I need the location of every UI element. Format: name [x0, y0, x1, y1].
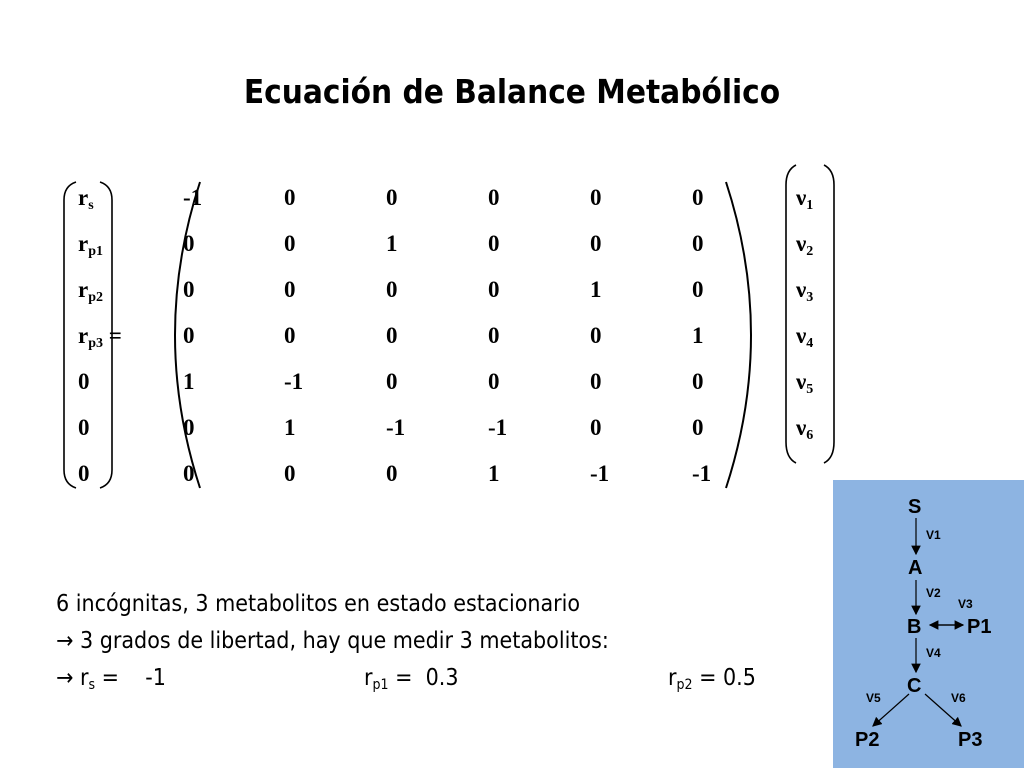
lhs-item	[78, 415, 90, 444]
rp1-rest: = 0.3	[388, 665, 459, 691]
rp2-value	[668, 660, 756, 704]
nu-sub: 3	[806, 290, 814, 305]
nu-item	[796, 231, 813, 260]
matrix-cell: 1	[692, 323, 704, 348]
matrix-cell: 0	[284, 277, 296, 302]
rs-base: r	[80, 665, 89, 691]
lhs-item	[78, 185, 94, 214]
nu-base: ν	[796, 369, 807, 394]
matrix-cell: 0	[488, 369, 500, 394]
node-s: S	[908, 496, 922, 518]
matrix-cell: 0	[183, 231, 195, 256]
matrix-cell: 1	[590, 277, 602, 302]
matrix-cell: 0	[386, 277, 398, 302]
nu-base: ν	[796, 323, 807, 348]
label-v1: V1	[926, 528, 941, 542]
node-p1: P1	[967, 616, 992, 638]
matrix-cell: -1	[183, 185, 203, 210]
lhs-item	[78, 323, 122, 352]
matrix-cell: 0	[183, 277, 195, 302]
lhs-item	[78, 461, 90, 490]
matrix-cell: 1	[183, 369, 195, 394]
lhs-sub: p1	[88, 244, 104, 259]
node-a: A	[908, 557, 923, 579]
lhs-suffix: =	[103, 323, 122, 348]
lhs-base: r	[78, 277, 89, 302]
rp2-sub: p2	[676, 677, 693, 693]
node-p2: P2	[855, 729, 880, 751]
nu-base: ν	[796, 231, 807, 256]
lhs-sub: p2	[88, 290, 104, 305]
nu-sub: 5	[806, 382, 814, 397]
lhs-item	[78, 231, 103, 260]
matrix-cell: -1	[692, 461, 712, 486]
nu-item	[796, 369, 813, 398]
matrix-cell: 0	[183, 461, 195, 486]
matrix-cell: 0	[488, 277, 500, 302]
nu-item	[796, 323, 813, 352]
explanation-line-2-text: 3 grados de libertad, hay que medir 3 metabolitos:	[80, 628, 609, 654]
rs-value	[56, 660, 166, 704]
matrix-cell: 0	[183, 415, 195, 440]
matrix-cell: 0	[692, 369, 704, 394]
lhs-sub: s	[88, 198, 94, 213]
rp1-base: r	[364, 665, 373, 691]
matrix-cell: -1	[590, 461, 610, 486]
matrix-cell: 0	[386, 323, 398, 348]
rp2-base: r	[668, 665, 677, 691]
matrix-cell: 0	[692, 231, 704, 256]
nu-right-bracket	[824, 165, 834, 463]
matrix-cell: 0	[284, 461, 296, 486]
matrix-cell: 0	[284, 231, 296, 256]
lhs-base: 0	[78, 369, 90, 394]
nu-base: ν	[796, 277, 807, 302]
lhs-item	[78, 369, 90, 398]
nu-sub: 6	[806, 428, 814, 443]
rp1-value	[364, 660, 458, 704]
matrix-cell: 0	[590, 415, 602, 440]
lhs-base: 0	[78, 461, 90, 486]
label-v3: V3	[958, 597, 973, 611]
matrix-cell: 0	[488, 231, 500, 256]
matrix-cell: 0	[590, 369, 602, 394]
nu-sub: 2	[806, 244, 814, 259]
rs-rest: = -1	[95, 665, 166, 691]
matrix-cell: 0	[692, 185, 704, 210]
matrix-cell: 0	[590, 185, 602, 210]
matrix-cell: 1	[488, 461, 500, 486]
matrix-cell: 0	[488, 323, 500, 348]
nu-left-bracket	[786, 165, 796, 463]
label-v6: V6	[951, 691, 966, 705]
nu-sub: 1	[806, 198, 814, 213]
nu-item	[796, 277, 813, 306]
arrow-right-icon: →	[56, 665, 74, 691]
matrix-cell: -1	[386, 415, 406, 440]
label-v5: V5	[866, 691, 881, 705]
lhs-base: r	[78, 231, 89, 256]
arrow-right-icon: →	[56, 628, 74, 654]
nu-item	[796, 185, 813, 214]
matrix-cell: 1	[284, 415, 296, 440]
node-p3: P3	[958, 729, 983, 751]
lhs-sub: p3	[88, 336, 104, 351]
matrix-cell: 0	[590, 231, 602, 256]
node-c: C	[907, 675, 922, 697]
matrix-cell: 0	[692, 415, 704, 440]
matrix-cell: 0	[284, 185, 296, 210]
matrix-cell: 0	[692, 277, 704, 302]
nu-base: ν	[796, 415, 807, 440]
pathway-diagram	[833, 480, 1024, 768]
lhs-left-bracket	[64, 182, 76, 488]
matrix-cell: 0	[488, 185, 500, 210]
label-v2: V2	[926, 586, 941, 600]
explanation-line-2	[56, 623, 609, 660]
matrix-cell: 0	[183, 323, 195, 348]
nu-base: ν	[796, 185, 807, 210]
label-v4: V4	[926, 646, 941, 660]
matrix-cell: 1	[386, 231, 398, 256]
rp1-sub: p1	[372, 677, 389, 693]
explanation-line-1: 6 incógnitas, 3 metabolitos en estado estacionario	[56, 591, 581, 617]
lhs-base: r	[78, 185, 89, 210]
matrix-cell: 0	[386, 369, 398, 394]
explanation-line-3	[56, 660, 756, 697]
lhs-item	[78, 277, 103, 306]
matrix-cell: -1	[488, 415, 508, 440]
matrix-cell: 0	[386, 185, 398, 210]
slide-title: Ecuación de Balance Metabólico	[243, 72, 781, 111]
nu-sub: 4	[806, 336, 814, 351]
matrix-cell: 0	[386, 461, 398, 486]
node-b: B	[907, 616, 922, 638]
rs-sub: s	[88, 677, 96, 693]
matrix-right-paren	[726, 182, 751, 488]
matrix-cell: 0	[590, 323, 602, 348]
explanation-text	[56, 586, 756, 697]
matrix-cell: 0	[284, 323, 296, 348]
nu-item	[796, 415, 813, 444]
lhs-base: 0	[78, 415, 90, 440]
matrix-cell: -1	[284, 369, 304, 394]
lhs-base: r	[78, 323, 89, 348]
rp2-rest: = 0.5	[692, 665, 756, 691]
